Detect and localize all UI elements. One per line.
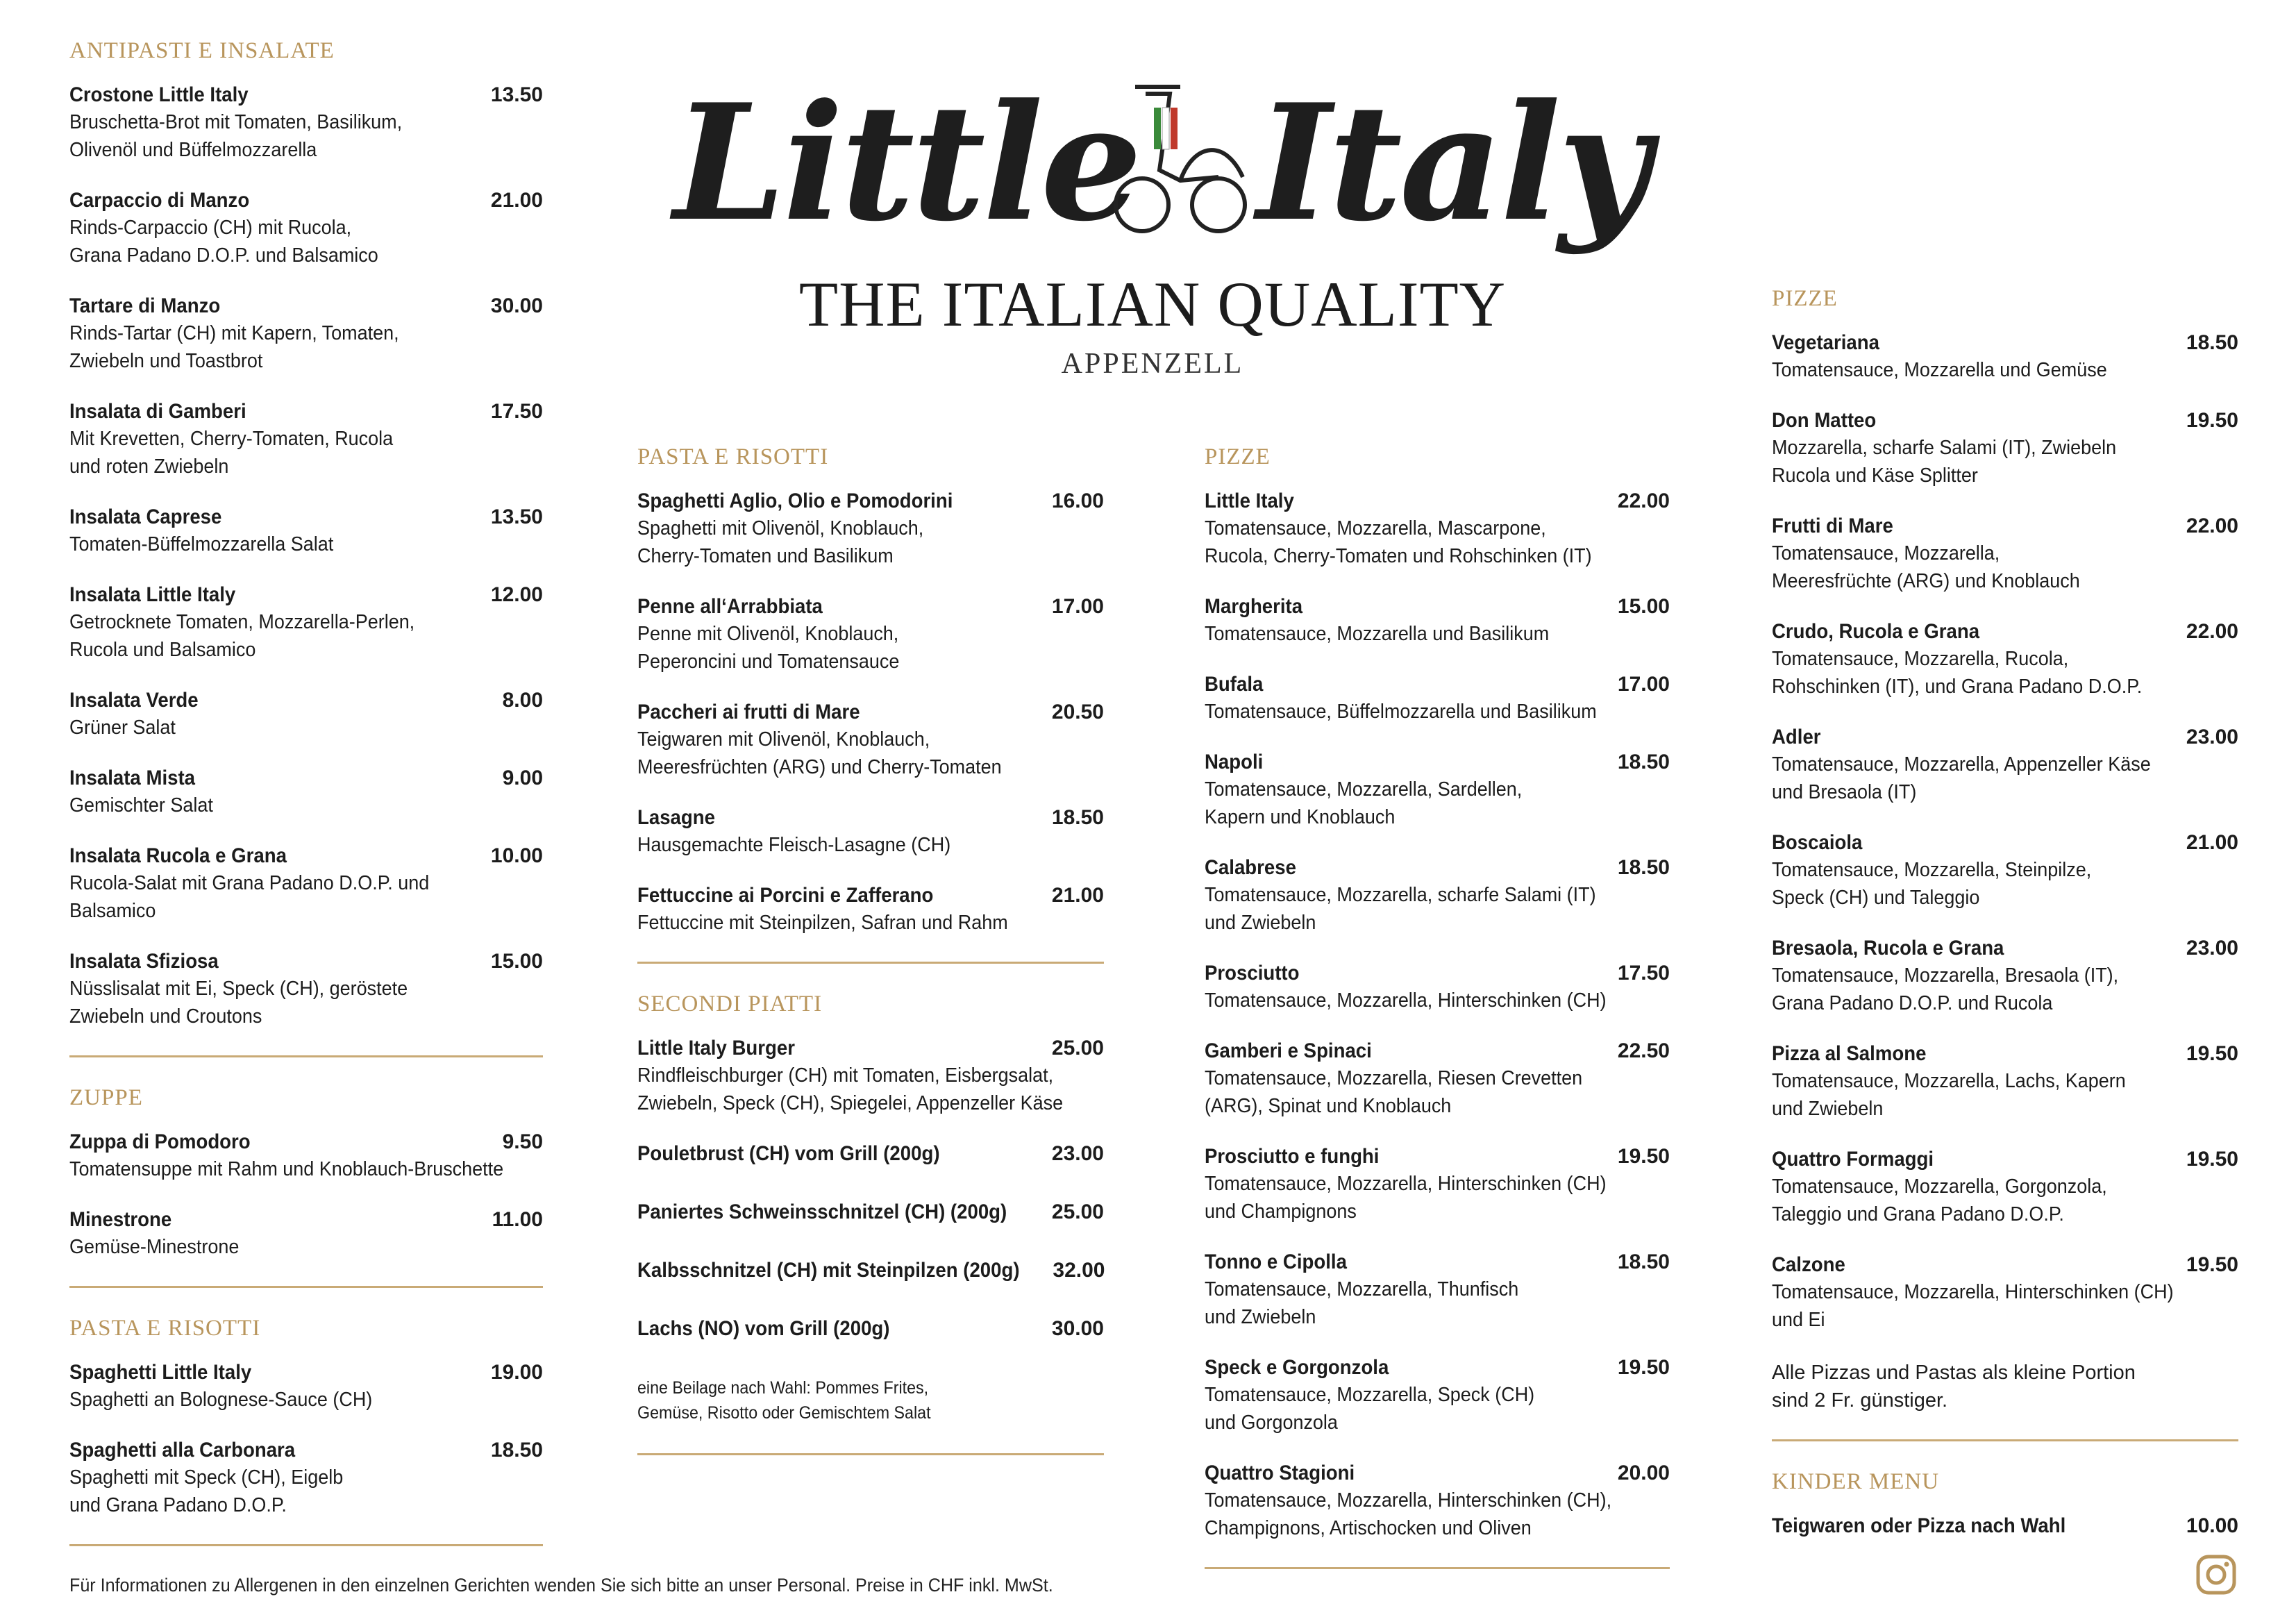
menu-item: [637, 489, 1104, 570]
menu-item-price: 22.00: [2186, 620, 2238, 643]
menu-item: [1772, 1253, 2238, 1334]
menu-item-price: 18.50: [1617, 751, 1670, 773]
menu-item: [69, 294, 543, 375]
menu-item-price: 21.00: [1051, 884, 1104, 907]
menu-item-name: Teigwaren oder Pizza nach Wahl: [1772, 1514, 2066, 1537]
menu-item-name: Tonno e Cipolla: [1205, 1250, 1347, 1273]
menu-item-price: 12.00: [490, 583, 543, 606]
menu-item-header: [1205, 856, 1670, 880]
menu-item: [1772, 514, 2238, 595]
menu-item: [69, 1439, 543, 1519]
menu-item-price: 30.00: [1051, 1317, 1104, 1340]
menu-item-price: 9.00: [502, 767, 543, 789]
menu-item-header: [69, 844, 543, 868]
menu-item-name: Insalata Rucola e Grana: [69, 844, 287, 867]
menu-item: [1772, 937, 2238, 1017]
menu-item: [69, 1130, 543, 1183]
menu-item-name: Quattro Formaggi: [1772, 1148, 1934, 1171]
menu-item-header: [1205, 673, 1670, 696]
menu-item-name: Prosciutto: [1205, 962, 1300, 985]
menu-item-name: Don Matteo: [1772, 409, 1877, 432]
menu-item-header: [637, 884, 1104, 907]
menu-item-description: Rinds-Tartar (CH) mit Kapern, Tomaten, Zwiebeln und Toastbrot: [69, 322, 399, 372]
menu-item-header: [69, 505, 543, 529]
menu-item-name: Spaghetti Little Italy: [69, 1361, 252, 1384]
menu-item-price: 22.00: [1617, 489, 1670, 512]
menu-item-header: [1205, 489, 1670, 513]
divider: [69, 1055, 543, 1057]
menu-item: [637, 1037, 1104, 1117]
menu-item-name: Little Italy Burger: [637, 1037, 795, 1060]
menu-item: [637, 1200, 1104, 1224]
menu-item-header: [637, 701, 1104, 724]
menu-item-header: [69, 1130, 543, 1154]
menu-item-price: 20.50: [1051, 701, 1104, 723]
menu-item-header: [637, 1142, 1104, 1166]
menu-item: [637, 701, 1104, 781]
menu-item-price: 19.50: [1617, 1356, 1670, 1379]
menu-item-header: [1772, 1148, 2238, 1171]
menu-item-header: [69, 583, 543, 607]
menu-item-price: 17.50: [490, 400, 543, 423]
menu-item-description: Spaghetti mit Olivenöl, Knoblauch, Cherry-Tomaten und Basilikum: [637, 517, 924, 567]
divider: [1205, 1567, 1670, 1569]
location: APPENZELL: [1061, 348, 1244, 380]
menu-item-header: [1772, 1514, 2238, 1538]
section-title-antipasti: ANTIPASTI E INSALATE: [69, 38, 335, 63]
menu-item: [1772, 831, 2238, 912]
divider: [637, 962, 1104, 964]
menu-item-price: 32.00: [1053, 1259, 1105, 1282]
menu-item: [637, 884, 1104, 937]
menu-item-name: Bufala: [1205, 673, 1264, 696]
menu-item-name: Vegetariana: [1772, 331, 1879, 354]
menu-item-header: [1205, 595, 1670, 619]
section-title-pizze: PIZZE: [1772, 286, 1838, 311]
portion-note: Alle Pizzas und Pastas als kleine Portion sind 2 Fr. günstiger.: [1772, 1362, 2136, 1412]
menu-item-name: Spaghetti alla Carbonara: [69, 1439, 296, 1462]
menu-item-price: 25.00: [1051, 1037, 1104, 1060]
menu-item-description: Tomatensuppe mit Rahm und Knoblauch-Bruschette: [69, 1158, 504, 1180]
menu-item: [69, 83, 543, 164]
menu-item-name: Kalbsschnitzel (CH) mit Steinpilzen (200g): [637, 1259, 1020, 1282]
secondi-list: [637, 1037, 1104, 1341]
menu-item-description: Tomatensauce, Mozzarella, Hinterschinken (CH), Champignons, Artischocken und Oliven: [1205, 1489, 1612, 1539]
menu-item-description: Tomatensauce, Mozzarella, Steinpilze, Speck (CH) und Taleggio: [1772, 859, 2092, 909]
menu-item-name: Calabrese: [1205, 856, 1296, 879]
section-title-secondi: SECONDI PIATTI: [637, 991, 823, 1016]
menu-item-header: [1772, 831, 2238, 855]
menu-item: [69, 583, 543, 664]
menu-item-name: Minestrone: [69, 1208, 172, 1231]
menu-item-header: [69, 400, 543, 424]
menu-item-name: Speck e Gorgonzola: [1205, 1356, 1389, 1379]
menu-item: [1205, 1039, 1670, 1120]
menu-item-name: Insalata Caprese: [69, 505, 222, 528]
menu-item: [1205, 673, 1670, 726]
menu-item-name: Adler: [1772, 726, 1821, 748]
menu-item-header: [1772, 331, 2238, 355]
menu-item-description: Gemüse-Minestrone: [69, 1236, 240, 1258]
menu-item-description: Tomatensauce, Mozzarella, Hinterschinken (CH) und Champignons: [1205, 1173, 1607, 1223]
menu-item: [1772, 1514, 2238, 1538]
menu-item-price: 21.00: [2186, 831, 2238, 854]
section-title-pasta: PASTA E RISOTTI: [69, 1316, 261, 1341]
menu-item-price: 18.50: [1617, 856, 1670, 879]
pasta-list: [69, 1361, 543, 1519]
menu-item-price: 19.50: [2186, 1148, 2238, 1171]
menu-item-description: Tomatensauce, Mozzarella und Gemüse: [1772, 359, 2107, 381]
menu-item-name: Insalata Sfiziosa: [69, 950, 219, 973]
brand-name-right: Italy: [1257, 69, 1648, 257]
menu-item-header: [69, 767, 543, 790]
menu-item-name: Carpaccio di Manzo: [69, 189, 250, 212]
menu-item-name: Boscaiola: [1772, 831, 1863, 854]
instagram-icon[interactable]: [2195, 1554, 2237, 1596]
section-title-kinder: KINDER MENU: [1772, 1469, 1940, 1494]
menu-item-description: Spaghetti mit Speck (CH), Eigelb und Grana Padano D.O.P.: [69, 1466, 344, 1516]
menu-item: [1205, 1462, 1670, 1542]
menu-item: [1205, 856, 1670, 937]
menu-item-name: Paniertes Schweinsschnitzel (CH) (200g): [637, 1200, 1007, 1223]
menu-item-description: Tomatensauce, Mozzarella, Bresaola (IT), Grana Padano D.O.P. und Rucola: [1772, 964, 2119, 1014]
menu-item-name: Pizza al Salmone: [1772, 1042, 1927, 1065]
menu-item-name: Quattro Stagioni: [1205, 1462, 1355, 1484]
menu-item-name: Margherita: [1205, 595, 1303, 618]
menu-item-description: Spaghetti an Bolognese-Sauce (CH): [69, 1389, 373, 1411]
menu-item-price: 15.00: [1617, 595, 1670, 618]
menu-item-description: Rindfleischburger (CH) mit Tomaten, Eisbergsalat, Zwiebeln, Speck (CH), Spiegelei, Appenzeller Käse: [637, 1064, 1064, 1114]
menu-item-description: Teigwaren mit Olivenöl, Knoblauch, Meeresfrüchten (ARG) und Cherry-Tomaten: [637, 728, 1002, 778]
menu-item-description: Hausgemachte Fleisch-Lasagne (CH): [637, 834, 951, 856]
menu-item-description: Tomatensauce, Mozzarella, scharfe Salami (IT) und Zwiebeln: [1205, 884, 1596, 934]
divider: [637, 1453, 1104, 1455]
menu-item-name: Gamberi e Spinaci: [1205, 1039, 1372, 1062]
menu-item-header: [69, 294, 543, 318]
menu-item-name: Crostone Little Italy: [69, 83, 249, 106]
menu-item-name: Penne all‘Arrabbiata: [637, 595, 823, 618]
menu-item-header: [69, 689, 543, 712]
menu-item-description: Tomatensauce, Mozzarella, Riesen Crevetten (ARG), Spinat und Knoblauch: [1205, 1067, 1583, 1117]
menu-item-name: Lachs (NO) vom Grill (200g): [637, 1317, 890, 1340]
menu-item-header: [1205, 1462, 1670, 1485]
menu-item-name: Napoli: [1205, 751, 1264, 773]
side-dish-note: eine Beilage nach Wahl: Pommes Frites, Gemüse, Risotto oder Gemischtem Salat: [637, 1378, 931, 1423]
menu-item-price: 25.00: [1051, 1200, 1104, 1223]
scooter-icon: [1104, 66, 1257, 240]
menu-item-description: Tomatensauce, Büffelmozzarella und Basilikum: [1205, 701, 1597, 723]
menu-item-name: Insalata Mista: [69, 767, 196, 789]
footer-allergen-note: Für Informationen zu Allergenen in den einzelnen Gerichten wenden Sie sich bitte an unser Personal. Preise in CHF inkl. MwSt.: [69, 1575, 1053, 1596]
menu-item: [69, 400, 543, 480]
menu-item-price: 13.50: [490, 83, 543, 106]
menu-item: [637, 1142, 1104, 1166]
menu-item-header: [69, 83, 543, 107]
menu-item-price: 18.50: [490, 1439, 543, 1462]
menu-item-description: Tomatensauce, Mozzarella, Sardellen, Kapern und Knoblauch: [1205, 778, 1523, 828]
pizze-list: [1205, 489, 1670, 1542]
menu-item-header: [1205, 1145, 1670, 1169]
menu-item-price: 8.00: [502, 689, 543, 712]
menu-column-3: [1205, 444, 1670, 1597]
menu-item-price: 10.00: [2186, 1514, 2238, 1537]
menu-item: [1205, 489, 1670, 570]
menu-item: [637, 1317, 1104, 1341]
menu-item-header: [69, 950, 543, 973]
menu-item: [69, 505, 543, 558]
menu-item-description: Getrocknete Tomaten, Mozzarella-Perlen, Rucola und Balsamico: [69, 611, 415, 661]
menu-item-description: Rucola-Salat mit Grana Padano D.O.P. und Balsamico: [69, 872, 430, 922]
antipasti-list: [69, 83, 543, 1030]
menu-item-header: [637, 1200, 1104, 1224]
menu-item-price: 19.50: [1617, 1145, 1670, 1168]
menu-item: [69, 1361, 543, 1414]
menu-item-description: Tomatensauce, Mozzarella, Rucola, Rohschinken (IT), und Grana Padano D.O.P.: [1772, 648, 2143, 698]
menu-item-name: Crudo, Rucola e Grana: [1772, 620, 1980, 643]
kinder-list: [1772, 1514, 2238, 1538]
menu-item-price: 30.00: [490, 294, 543, 317]
menu-item-description: Tomaten-Büffelmozzarella Salat: [69, 533, 334, 555]
divider: [69, 1544, 543, 1546]
menu-item-price: 22.50: [1617, 1039, 1670, 1062]
menu-item-header: [69, 1439, 543, 1462]
menu-item: [637, 595, 1104, 676]
menu-item-name: Spaghetti Aglio, Olio e Pomodorini: [637, 489, 953, 512]
menu-item-price: 11.00: [492, 1208, 543, 1231]
menu-item-description: Gemischter Salat: [69, 794, 213, 817]
menu-item-price: 19.50: [2186, 1042, 2238, 1065]
menu-item-name: Little Italy: [1205, 489, 1294, 512]
menu-item-name: Fettuccine ai Porcini e Zafferano: [637, 884, 934, 907]
menu-item-header: [69, 1208, 543, 1232]
menu-item: [1772, 409, 2238, 489]
divider: [1772, 1439, 2238, 1441]
menu-item-description: Tomatensauce, Mozzarella, Gorgonzola, Taleggio und Grana Padano D.O.P.: [1772, 1175, 2107, 1225]
pasta-list: [637, 489, 1104, 937]
menu-item-header: [1772, 620, 2238, 644]
menu-item-name: Pouletbrust (CH) vom Grill (200g): [637, 1142, 940, 1165]
menu-item-price: 20.00: [1617, 1462, 1670, 1484]
menu-item: [69, 689, 543, 742]
menu-item: [637, 1259, 1104, 1282]
menu-item-price: 18.50: [1617, 1250, 1670, 1273]
menu-item-description: Fettuccine mit Steinpilzen, Safran und Rahm: [637, 912, 1008, 934]
menu-item-header: [1772, 409, 2238, 433]
menu-item-price: 19.50: [2186, 409, 2238, 432]
menu-column-2: [637, 444, 1104, 1483]
menu-item-price: 23.00: [2186, 726, 2238, 748]
menu-item-description: Tomatensauce, Mozzarella, Hinterschinken (CH): [1205, 989, 1607, 1012]
menu-item-header: [1205, 962, 1670, 985]
menu-item-price: 23.00: [1051, 1142, 1104, 1165]
menu-item-price: 19.00: [490, 1361, 543, 1384]
tagline: THE ITALIAN QUALITY: [798, 269, 1507, 340]
menu-item: [1772, 620, 2238, 701]
menu-item-header: [637, 1317, 1104, 1341]
menu-item: [69, 189, 543, 269]
menu-item: [1205, 751, 1670, 831]
menu-item-price: 10.00: [490, 844, 543, 867]
section-title-zuppe: ZUPPE: [69, 1085, 143, 1110]
menu-item-name: Insalata Little Italy: [69, 583, 236, 606]
menu-item: [637, 806, 1104, 859]
menu-item-name: Tartare di Manzo: [69, 294, 221, 317]
menu-item-price: 16.00: [1051, 489, 1104, 512]
menu-item-description: Mozzarella, scharfe Salami (IT), Zwiebeln Rucola und Käse Splitter: [1772, 437, 2117, 487]
menu-item-description: Tomatensauce, Mozzarella, Mascarpone, Rucola, Cherry-Tomaten und Rohschinken (IT): [1205, 517, 1592, 567]
menu-item-name: Paccheri ai frutti di Mare: [637, 701, 860, 723]
menu-item: [1772, 726, 2238, 806]
menu-item-price: 22.00: [2186, 514, 2238, 537]
menu-item-name: Calzone: [1772, 1253, 1845, 1276]
menu-item: [1772, 1148, 2238, 1228]
menu-item-description: Mit Krevetten, Cherry-Tomaten, Rucola und roten Zwiebeln: [69, 428, 394, 478]
menu-item-header: [1772, 1253, 2238, 1277]
menu-item-header: [1772, 937, 2238, 960]
menu-item-description: Rinds-Carpaccio (CH) mit Rucola, Grana Padano D.O.P. und Balsamico: [69, 217, 378, 267]
menu-item-name: Insalata di Gamberi: [69, 400, 246, 423]
menu-item-price: 18.50: [1051, 806, 1104, 829]
menu-item-header: [1205, 1250, 1670, 1274]
menu-item-price: 17.50: [1617, 962, 1670, 985]
menu-item-description: Penne mit Olivenöl, Knoblauch, Peperoncini und Tomatensauce: [637, 623, 900, 673]
menu-item-header: [637, 595, 1104, 619]
menu-item-price: 17.00: [1051, 595, 1104, 618]
menu-item-description: Grüner Salat: [69, 717, 176, 739]
menu-item-description: Tomatensauce, Mozzarella, Meeresfrüchte (ARG) und Knoblauch: [1772, 542, 2080, 592]
menu-item-price: 19.50: [2186, 1253, 2238, 1276]
menu-item-description: Tomatensauce, Mozzarella, Hinterschinken (CH) und Ei: [1772, 1281, 2174, 1331]
menu-item-price: 15.00: [490, 950, 543, 973]
menu-item: [69, 767, 543, 819]
menu-item-price: 23.00: [2186, 937, 2238, 960]
menu-item-header: [69, 1361, 543, 1384]
menu-item: [1205, 1250, 1670, 1331]
menu-item-header: [1205, 1039, 1670, 1063]
menu-item-description: Tomatensauce, Mozzarella, Thunfisch und Zwiebeln: [1205, 1278, 1519, 1328]
menu-item-price: 18.50: [2186, 331, 2238, 354]
menu-item-price: 21.00: [490, 189, 543, 212]
brand-logo: [660, 56, 1648, 264]
menu-item: [1205, 962, 1670, 1014]
menu-item-description: Tomatensauce, Mozzarella, Lachs, Kapern und Zwiebeln: [1772, 1070, 2126, 1120]
menu-item-header: [637, 1037, 1104, 1060]
menu-item-header: [637, 806, 1104, 830]
menu-item-price: 9.50: [502, 1130, 543, 1153]
menu-item-name: Prosciutto e funghi: [1205, 1145, 1380, 1168]
menu-item-header: [637, 1259, 1104, 1282]
menu-item-header: [637, 489, 1104, 513]
menu-item-name: Frutti di Mare: [1772, 514, 1893, 537]
menu-item: [1205, 1145, 1670, 1225]
menu-item-description: Tomatensauce, Mozzarella, Speck (CH) und Gorgonzola: [1205, 1384, 1535, 1434]
menu-item: [69, 950, 543, 1030]
menu-item-header: [1205, 1356, 1670, 1380]
menu-item-name: Insalata Verde: [69, 689, 199, 712]
zuppe-list: [69, 1130, 543, 1261]
menu-item-name: Zuppa di Pomodoro: [69, 1130, 251, 1153]
section-title-pizze: PIZZE: [1205, 444, 1271, 469]
menu-item-name: Bresaola, Rucola e Grana: [1772, 937, 2004, 960]
menu-item-description: Nüsslisalat mit Ei, Speck (CH), geröstete Zwiebeln und Croutons: [69, 978, 408, 1028]
menu-item-description: Tomatensauce, Mozzarella und Basilikum: [1205, 623, 1550, 645]
menu-item: [1205, 595, 1670, 648]
section-title-pasta-risotti: PASTA E RISOTTI: [637, 444, 829, 469]
menu-column-4: [1772, 286, 2238, 1573]
menu-item-header: [1772, 726, 2238, 749]
menu-item-price: 13.50: [490, 505, 543, 528]
pizze-list: [1772, 331, 2238, 1334]
menu-item-header: [1772, 514, 2238, 538]
menu-item-description: Tomatensauce, Mozzarella, Appenzeller Käse und Bresaola (IT): [1772, 753, 2151, 803]
menu-item-price: 17.00: [1617, 673, 1670, 696]
menu-item-description: Bruschetta-Brot mit Tomaten, Basilikum, Olivenöl und Büffelmozzarella: [69, 111, 403, 161]
brand-name-left: Little: [673, 69, 1140, 257]
menu-item-header: [69, 189, 543, 212]
menu-item: [1205, 1356, 1670, 1437]
menu-column-1: [69, 38, 543, 1574]
menu-item: [1772, 331, 2238, 384]
menu-item-name: Lasagne: [637, 806, 715, 829]
menu-item: [69, 1208, 543, 1261]
menu-item-header: [1772, 1042, 2238, 1066]
menu-item: [69, 844, 543, 925]
menu-item: [1772, 1042, 2238, 1123]
divider: [69, 1286, 543, 1288]
menu-item-header: [1205, 751, 1670, 774]
